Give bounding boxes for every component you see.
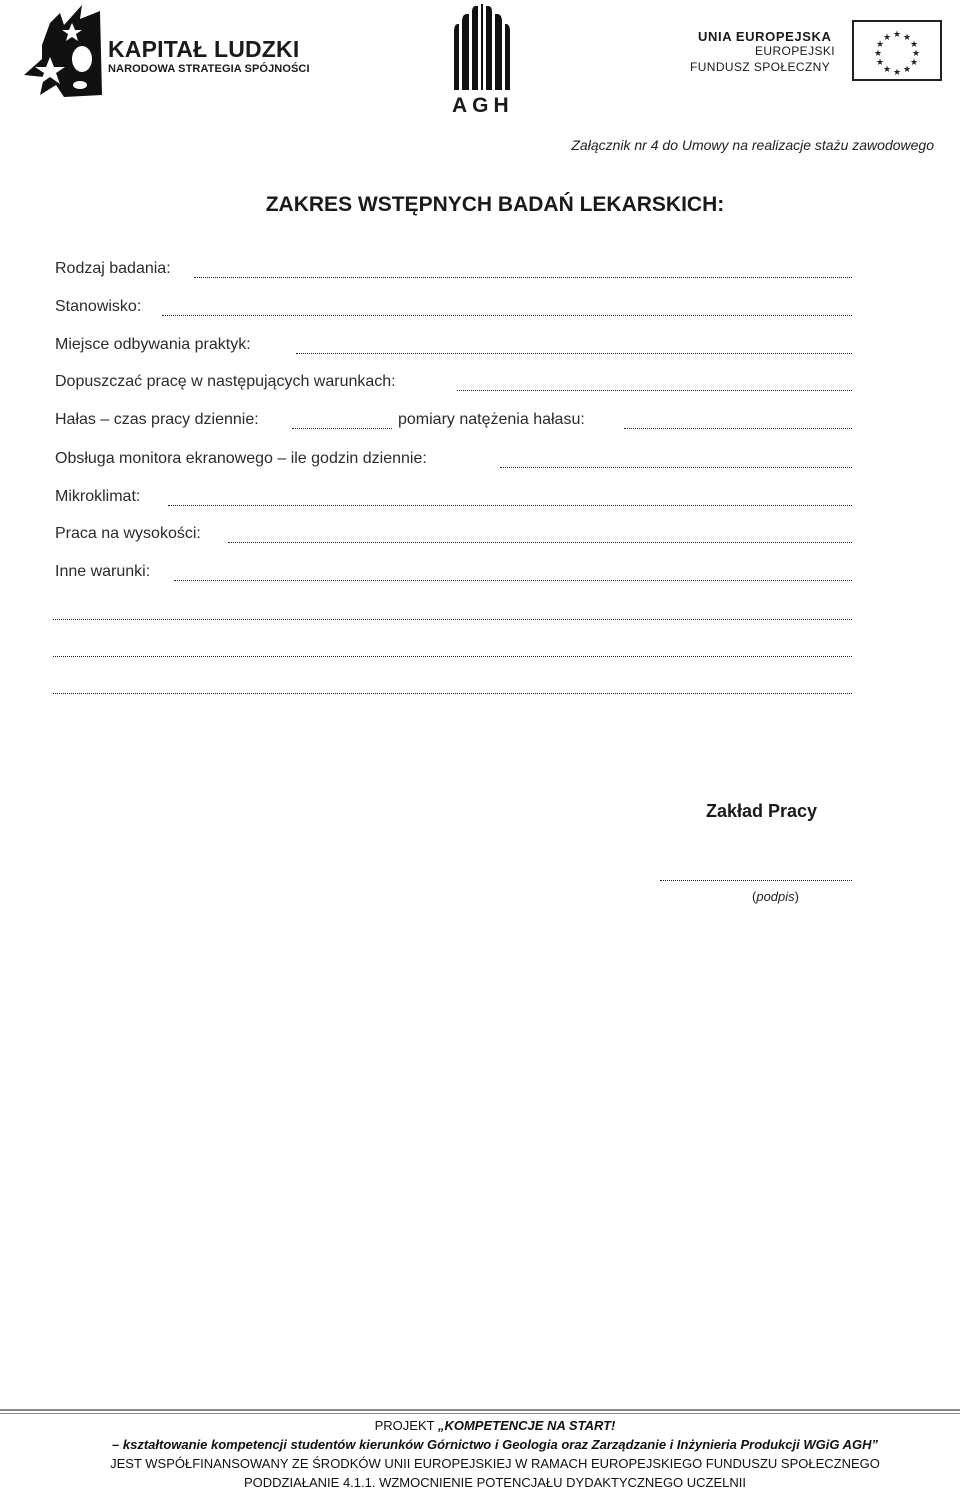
field-label-halas: Hałas – czas pracy dziennie: (55, 411, 259, 428)
svg-text:★: ★ (909, 58, 919, 68)
field-label-pomiary: pomiary natężenia hałasu: (398, 411, 585, 428)
signature-line[interactable] (660, 880, 852, 881)
field-label-dopuszczac: Dopuszczać pracę w następujących warunkach: (55, 373, 396, 390)
signature-label: Zakład Pracy (706, 801, 818, 821)
rodzaj-badania-fill-line[interactable] (194, 277, 852, 278)
footer-divider (0, 1413, 960, 1414)
footer-project: PROJEKT „KOMPETENCJE NA START! (374, 1418, 616, 1433)
unia-europejska-label: UNIA EUROPEJSKA (698, 29, 832, 44)
svg-text:★: ★ (902, 65, 912, 75)
field-label-wysokosc: Praca na wysokości: (55, 525, 201, 542)
svg-text:★: ★ (909, 40, 919, 50)
footer-divider (0, 1409, 960, 1411)
annex-note: Załącznik nr 4 do Umowy na realizacje stażu zawodowego (571, 137, 934, 153)
fundusz-spoleczny-label: FUNDUSZ SPOŁECZNY (690, 60, 831, 74)
field-label-rodzaj-badania: Rodzaj badania: (55, 260, 171, 277)
svg-text:★: ★ (875, 40, 885, 50)
footer-project-description: – kształtowanie kompetencji studentów kierunków Górnictwo i Geologia oraz Zarządzanie i Inżynieria Produkcji WGiG AGH” (112, 1437, 878, 1452)
footer-funding: JEST WSPÓŁFINANSOWANY ZE ŚRODKÓW UNII EUROPEJSKIEJ W RAMACH EUROPEJSKIEGO FUNDUSZU SPOŁECZNEGO (110, 1456, 880, 1471)
svg-text:★: ★ (911, 49, 921, 59)
kapital-ludzki-title: KAPITAŁ LUDZKI (108, 36, 300, 62)
eu-flag-icon (852, 20, 942, 81)
extra-fill-line[interactable] (53, 619, 852, 620)
svg-text:★: ★ (875, 58, 885, 68)
svg-text:★: ★ (902, 33, 912, 43)
field-label-mikroklimat: Mikroklimat: (55, 488, 141, 505)
svg-text:★: ★ (892, 30, 902, 40)
halas-fill-line[interactable] (292, 428, 392, 429)
europejski-label: EUROPEJSKI (755, 44, 836, 58)
kapital-ludzki-subtitle: NARODOWA STRATEGIA SPÓJNOŚCI (108, 63, 310, 75)
svg-text:★: ★ (882, 65, 892, 75)
footer-measure: PODDZIAŁANIE 4.1.1. WZMOCNIENIE POTENCJAŁU DYDAKTYCZNEGO UCZELNII (243, 1475, 747, 1490)
wysokosc-fill-line[interactable] (228, 542, 852, 543)
pomiary-fill-line[interactable] (624, 428, 852, 429)
field-label-stanowisko: Stanowisko: (55, 298, 142, 315)
svg-text:★: ★ (892, 68, 902, 78)
extra-fill-line[interactable] (53, 693, 852, 694)
svg-text:★: ★ (873, 49, 883, 59)
inne-warunki-fill-line[interactable] (174, 580, 852, 581)
signature-caption: (podpis) (752, 889, 799, 904)
monitor-fill-line[interactable] (500, 467, 852, 468)
extra-fill-line[interactable] (53, 656, 852, 657)
document-title: ZAKRES WSTĘPNYCH BADAŃ LEKARSKICH: (265, 193, 725, 216)
stanowisko-fill-line[interactable] (162, 315, 852, 316)
field-label-monitor: Obsługa monitora ekranowego – ile godzin dziennie: (55, 450, 427, 467)
miejsce-fill-line[interactable] (296, 353, 852, 354)
dopuszczac-fill-line[interactable] (457, 390, 852, 391)
field-label-inne-warunki: Inne warunki: (55, 563, 151, 580)
agh-wordmark: AGH (452, 94, 514, 117)
field-label-miejsce: Miejsce odbywania praktyk: (55, 336, 251, 353)
svg-text:★: ★ (882, 33, 892, 43)
mikroklimat-fill-line[interactable] (168, 505, 852, 506)
